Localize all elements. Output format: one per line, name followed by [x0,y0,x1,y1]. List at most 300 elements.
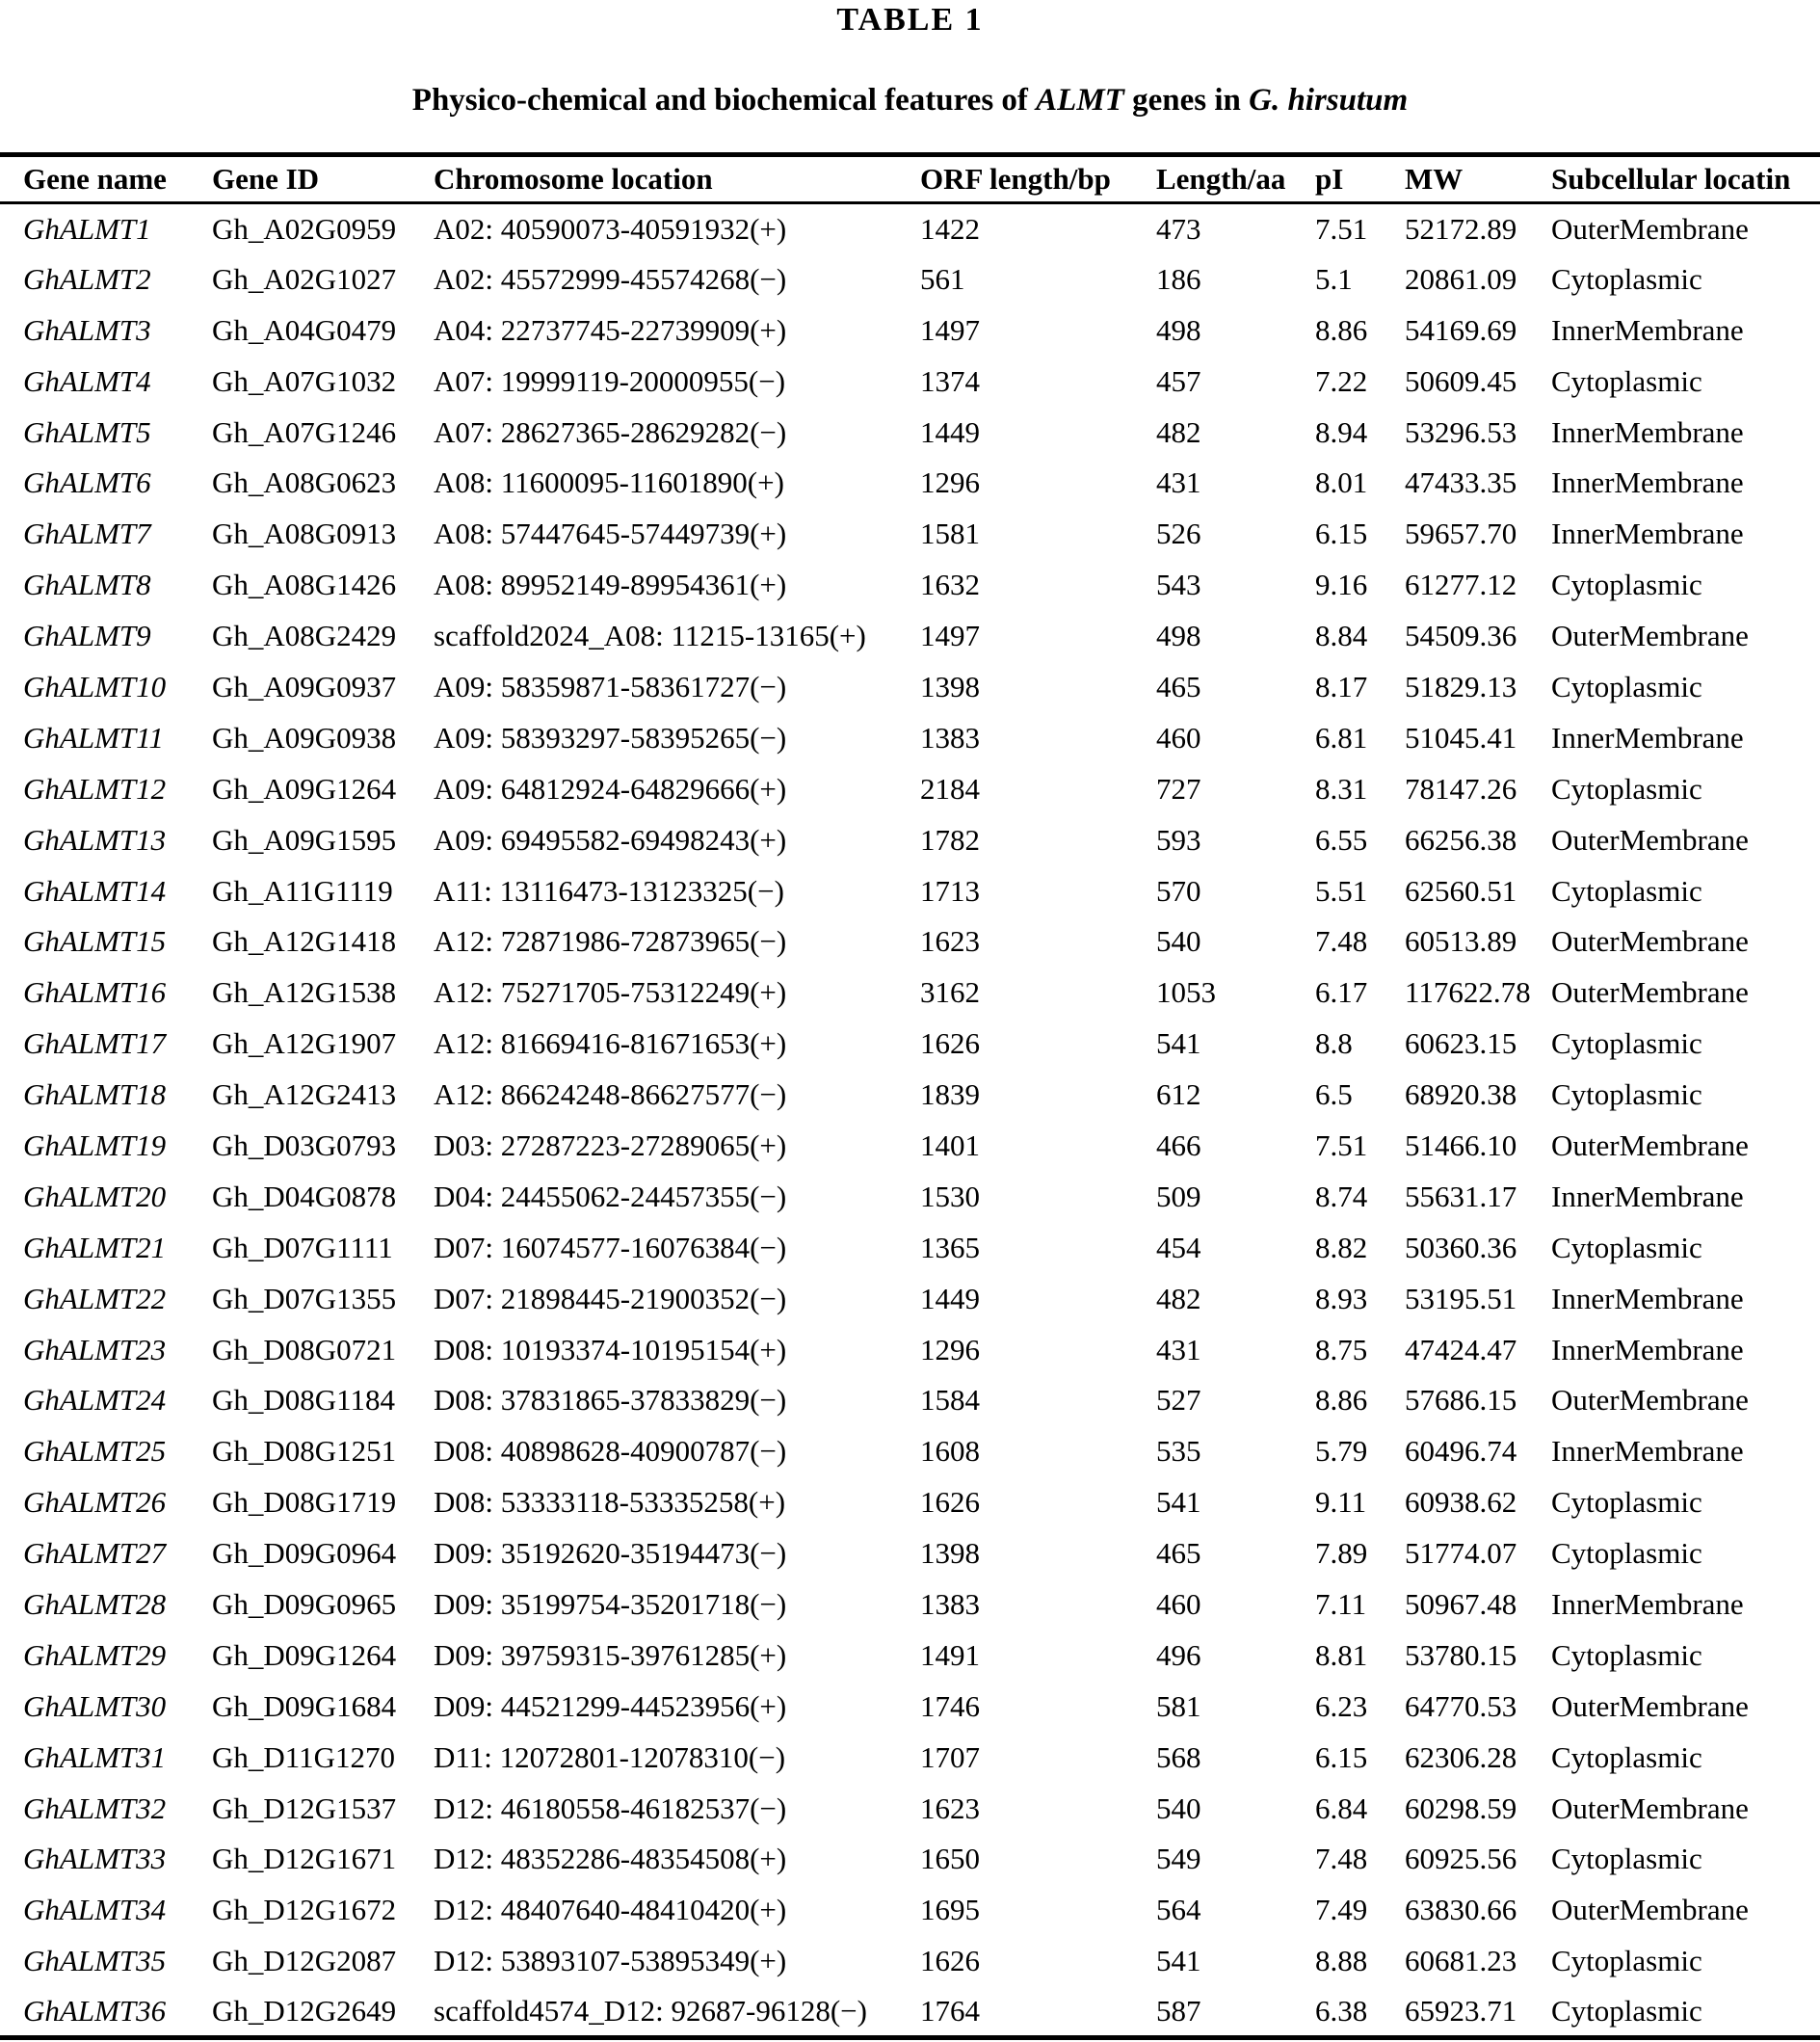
cell-gene-id: Gh_D12G1671 [212,1842,397,1876]
cell-length-aa: 482 [1156,1281,1201,1315]
cell-gene-id: Gh_D08G1184 [212,1383,396,1418]
cell-gene-name: GhALMT29 [23,1637,167,1672]
cell-pi: 8.86 [1315,1383,1368,1418]
cell-mw: 51045.41 [1405,720,1517,755]
cell-gene-name: GhALMT20 [23,1179,167,1213]
cell-pi: 6.17 [1315,975,1368,1010]
cell-pi: 8.82 [1315,1230,1368,1264]
cell-mw: 53296.53 [1405,414,1517,449]
cell-pi: 6.5 [1315,1077,1353,1112]
cell-orf-length-bp: 1632 [920,568,980,602]
cell-mw: 59657.70 [1405,517,1517,551]
cell-length-aa: 543 [1156,568,1201,602]
cell-mw: 62560.51 [1405,873,1517,908]
cell-gene-name: GhALMT27 [23,1536,167,1571]
cell-mw: 51466.10 [1405,1127,1517,1162]
cell-gene-name: GhALMT22 [23,1281,167,1315]
cell-subcellular-location: InnerMembrane [1551,465,1744,500]
cell-gene-name: GhALMT21 [23,1230,167,1264]
cell-gene-id: Gh_D03G0793 [212,1127,397,1162]
cell-mw: 60938.62 [1405,1485,1517,1520]
cell-length-aa: 431 [1156,465,1201,500]
cell-length-aa: 541 [1156,1485,1201,1520]
cell-gene-id: Gh_D12G2087 [212,1944,397,1978]
cell-gene-name: GhALMT30 [23,1688,167,1723]
cell-pi: 6.15 [1315,517,1368,551]
table-row [0,1477,1820,1528]
cell-mw: 117622.78 [1405,975,1531,1010]
table-row [0,611,1820,662]
cell-subcellular-location: InnerMembrane [1551,1332,1744,1366]
cell-subcellular-location: Cytoplasmic [1551,669,1702,703]
cell-orf-length-bp: 2184 [920,771,980,806]
cell-subcellular-location: InnerMembrane [1551,1179,1744,1213]
table-row [0,1936,1820,1987]
cell-length-aa: 727 [1156,771,1201,806]
cell-chromosome-location: D08: 40898628-40900787(−) [434,1434,787,1469]
cell-gene-name: GhALMT14 [23,873,167,908]
cell-gene-name: GhALMT9 [23,619,151,653]
cell-pi: 8.81 [1315,1637,1368,1672]
cell-length-aa: 568 [1156,1739,1201,1774]
cell-orf-length-bp: 1623 [920,1790,980,1825]
cell-gene-id: Gh_D08G1719 [212,1485,397,1520]
cell-gene-name: GhALMT12 [23,771,167,806]
cell-subcellular-location: Cytoplasmic [1551,1637,1702,1672]
cell-length-aa: 457 [1156,363,1201,398]
cell-gene-id: Gh_A09G1264 [212,771,397,806]
cell-pi: 6.84 [1315,1790,1368,1825]
cell-length-aa: 540 [1156,1790,1201,1825]
table-row [0,1681,1820,1732]
cell-mw: 60925.56 [1405,1842,1517,1876]
cell-mw: 62306.28 [1405,1739,1517,1774]
cell-gene-id: Gh_A02G1027 [212,261,397,296]
table-row [0,1324,1820,1375]
cell-mw: 60623.15 [1405,1026,1517,1061]
table-row [0,1579,1820,1631]
cell-mw: 65923.71 [1405,1993,1517,2028]
cell-orf-length-bp: 1626 [920,1944,980,1978]
cell-subcellular-location: Cytoplasmic [1551,1485,1702,1520]
cell-subcellular-location: Cytoplasmic [1551,1026,1702,1061]
cell-mw: 54509.36 [1405,619,1517,653]
almt-genes-table [0,152,1820,2040]
table-row [0,1987,1820,2038]
cell-mw: 52172.89 [1405,211,1517,246]
cell-gene-name: GhALMT34 [23,1893,167,1927]
cell-length-aa: 460 [1156,1586,1201,1621]
cell-pi: 7.51 [1315,211,1368,246]
table-title-gene-family: ALMT [1036,83,1124,118]
cell-gene-id: Gh_D12G1672 [212,1893,397,1927]
table-row [0,1222,1820,1273]
cell-subcellular-location: InnerMembrane [1551,1281,1744,1315]
cell-subcellular-location: InnerMembrane [1551,312,1744,347]
cell-subcellular-location: OuterMembrane [1551,211,1749,246]
cell-gene-name: GhALMT33 [23,1842,167,1876]
cell-gene-id: Gh_D09G1684 [212,1688,397,1723]
table-row [0,1019,1820,1070]
cell-length-aa: 431 [1156,1332,1201,1366]
cell-subcellular-location: Cytoplasmic [1551,1993,1702,2028]
cell-subcellular-location: OuterMembrane [1551,924,1749,959]
cell-gene-name: GhALMT35 [23,1944,167,1978]
cell-orf-length-bp: 1782 [920,822,980,857]
cell-length-aa: 466 [1156,1127,1201,1162]
cell-gene-name: GhALMT1 [23,211,151,246]
cell-chromosome-location: A08: 89952149-89954361(+) [434,568,787,602]
cell-subcellular-location: OuterMembrane [1551,1893,1749,1927]
cell-mw: 53780.15 [1405,1637,1517,1672]
cell-pi: 8.94 [1315,414,1368,449]
cell-gene-name: GhALMT10 [23,669,167,703]
cell-orf-length-bp: 3162 [920,975,980,1010]
cell-gene-id: Gh_A08G2429 [212,619,397,653]
cell-pi: 6.38 [1315,1993,1368,2028]
cell-gene-name: GhALMT31 [23,1739,167,1774]
cell-length-aa: 526 [1156,517,1201,551]
cell-chromosome-location: A09: 69495582-69498243(+) [434,822,787,857]
cell-chromosome-location: A11: 13116473-13123325(−) [434,873,784,908]
cell-orf-length-bp: 1581 [920,517,980,551]
table-row [0,1885,1820,1936]
cell-subcellular-location: OuterMembrane [1551,1383,1749,1418]
cell-subcellular-location: InnerMembrane [1551,517,1744,551]
cell-gene-name: GhALMT18 [23,1077,167,1112]
cell-gene-id: Gh_D12G1537 [212,1790,397,1825]
cell-orf-length-bp: 1497 [920,619,980,653]
table-row [0,458,1820,509]
cell-gene-name: GhALMT26 [23,1485,167,1520]
cell-chromosome-location: A04: 22737745-22739909(+) [434,312,787,347]
table-row [0,407,1820,458]
column-header-length-aa: Length/aa [1156,155,1315,203]
column-header-gene-id: Gene ID [212,155,434,203]
column-header-subcellular-location: Subcellular locatin [1551,155,1820,203]
table-row [0,1426,1820,1477]
cell-mw: 66256.38 [1405,822,1517,857]
cell-chromosome-location: scaffold4574_D12: 92687-96128(−) [434,1993,867,2028]
cell-pi: 9.16 [1315,568,1368,602]
table-row [0,1630,1820,1681]
cell-gene-id: Gh_D09G1264 [212,1637,397,1672]
cell-subcellular-location: Cytoplasmic [1551,1077,1702,1112]
cell-mw: 50967.48 [1405,1586,1517,1621]
table-title-prefix: Physico-chemical and biochemical features of [411,83,1037,118]
cell-subcellular-location: InnerMembrane [1551,720,1744,755]
cell-pi: 8.8 [1315,1026,1353,1061]
cell-chromosome-location: A09: 64812924-64829666(+) [434,771,787,806]
table-header [0,155,1820,203]
cell-length-aa: 186 [1156,261,1201,296]
cell-pi: 6.81 [1315,720,1368,755]
cell-subcellular-location: Cytoplasmic [1551,568,1702,602]
column-header-pi: pI [1315,155,1405,203]
cell-length-aa: 460 [1156,720,1201,755]
cell-chromosome-location: D09: 39759315-39761285(+) [434,1637,787,1672]
cell-pi: 5.79 [1315,1434,1368,1469]
table-label: TABLE 1 [836,2,984,38]
cell-orf-length-bp: 1398 [920,669,980,703]
cell-gene-name: GhALMT7 [23,517,151,551]
cell-subcellular-location: OuterMembrane [1551,975,1749,1010]
cell-orf-length-bp: 1449 [920,414,980,449]
cell-mw: 53195.51 [1405,1281,1517,1315]
cell-gene-name: GhALMT2 [23,261,151,296]
table-title-species: G. hirsutum [1249,83,1409,118]
cell-mw: 61277.12 [1405,568,1517,602]
cell-length-aa: 587 [1156,1993,1201,2028]
cell-length-aa: 498 [1156,619,1201,653]
cell-orf-length-bp: 1713 [920,873,980,908]
cell-gene-name: GhALMT16 [23,975,167,1010]
cell-pi: 7.22 [1315,363,1368,398]
table-row [0,509,1820,560]
column-header-orf-length-bp: ORF length/bp [920,155,1156,203]
table-row [0,1121,1820,1172]
cell-pi: 8.01 [1315,465,1368,500]
cell-mw: 20861.09 [1405,261,1517,296]
cell-mw: 60513.89 [1405,924,1517,959]
cell-subcellular-location: Cytoplasmic [1551,1842,1702,1876]
cell-chromosome-location: A08: 11600095-11601890(+) [434,465,784,500]
cell-chromosome-location: D11: 12072801-12078310(−) [434,1739,786,1774]
table-row [0,916,1820,968]
cell-chromosome-location: A02: 45572999-45574268(−) [434,261,787,296]
cell-gene-id: Gh_A11G1119 [212,873,393,908]
cell-pi: 8.17 [1315,669,1368,703]
cell-pi: 7.48 [1315,924,1368,959]
cell-pi: 8.84 [1315,619,1368,653]
cell-chromosome-location: D04: 24455062-24457355(−) [434,1179,787,1213]
cell-subcellular-location: InnerMembrane [1551,414,1744,449]
cell-gene-id: Gh_A09G0938 [212,720,397,755]
cell-pi: 6.23 [1315,1688,1368,1723]
cell-length-aa: 540 [1156,924,1201,959]
cell-mw: 50360.36 [1405,1230,1517,1264]
cell-gene-id: Gh_D11G1270 [212,1739,396,1774]
cell-orf-length-bp: 1374 [920,363,980,398]
cell-orf-length-bp: 1707 [920,1739,980,1774]
cell-gene-id: Gh_D04G0878 [212,1179,397,1213]
cell-gene-name: GhALMT36 [23,1993,167,2028]
cell-orf-length-bp: 1401 [920,1127,980,1162]
table-row [0,203,1820,254]
cell-subcellular-location: Cytoplasmic [1551,873,1702,908]
cell-gene-id: Gh_D07G1355 [212,1281,397,1315]
cell-mw: 78147.26 [1405,771,1517,806]
cell-mw: 54169.69 [1405,312,1517,347]
cell-gene-name: GhALMT8 [23,568,151,602]
cell-chromosome-location: A09: 58359871-58361727(−) [434,669,787,703]
cell-mw: 51774.07 [1405,1536,1517,1571]
cell-gene-id: Gh_A07G1246 [212,414,397,449]
cell-subcellular-location: Cytoplasmic [1551,1230,1702,1264]
cell-chromosome-location: D07: 16074577-16076384(−) [434,1230,787,1264]
cell-mw: 60298.59 [1405,1790,1517,1825]
cell-orf-length-bp: 561 [920,261,965,296]
cell-length-aa: 612 [1156,1077,1201,1112]
cell-length-aa: 581 [1156,1688,1201,1723]
cell-subcellular-location: InnerMembrane [1551,1586,1744,1621]
cell-mw: 47424.47 [1405,1332,1517,1366]
cell-gene-name: GhALMT28 [23,1586,167,1621]
cell-length-aa: 527 [1156,1383,1201,1418]
cell-gene-name: GhALMT15 [23,924,167,959]
table-row [0,763,1820,814]
cell-orf-length-bp: 1296 [920,465,980,500]
cell-mw: 51829.13 [1405,669,1517,703]
cell-gene-id: Gh_D09G0965 [212,1586,397,1621]
cell-pi: 6.15 [1315,1739,1368,1774]
cell-chromosome-location: D09: 44521299-44523956(+) [434,1688,787,1723]
table-row [0,1528,1820,1579]
cell-chromosome-location: A12: 75271705-75312249(+) [434,975,787,1010]
table-row [0,1783,1820,1834]
cell-pi: 5.51 [1315,873,1368,908]
table-row [0,1273,1820,1324]
cell-mw: 60496.74 [1405,1434,1517,1469]
cell-orf-length-bp: 1530 [920,1179,980,1213]
table-row [0,1375,1820,1426]
cell-gene-id: Gh_A08G0913 [212,517,397,551]
cell-gene-id: Gh_A12G1907 [212,1026,397,1061]
table-row [0,662,1820,713]
cell-subcellular-location: Cytoplasmic [1551,1944,1702,1978]
cell-orf-length-bp: 1584 [920,1383,980,1418]
cell-chromosome-location: scaffold2024_A08: 11215-13165(+) [434,619,866,653]
cell-pi: 8.93 [1315,1281,1368,1315]
cell-chromosome-location: D12: 48352286-48354508(+) [434,1842,787,1876]
column-header-chromosome-location: Chromosome location [434,155,920,203]
cell-chromosome-location: D08: 37831865-37833829(−) [434,1383,787,1418]
table-body [0,203,1820,2038]
table-title [0,83,1820,119]
cell-length-aa: 496 [1156,1637,1201,1672]
cell-gene-id: Gh_D08G1251 [212,1434,397,1469]
cell-gene-id: Gh_D09G0964 [212,1536,397,1571]
cell-gene-id: Gh_A07G1032 [212,363,397,398]
table-row [0,814,1820,865]
cell-orf-length-bp: 1449 [920,1281,980,1315]
cell-subcellular-location: Cytoplasmic [1551,261,1702,296]
table-row [0,1171,1820,1222]
cell-orf-length-bp: 1626 [920,1485,980,1520]
cell-pi: 8.88 [1315,1944,1368,1978]
table-row [0,968,1820,1019]
cell-gene-id: Gh_D12G2649 [212,1993,397,2028]
cell-gene-name: GhALMT11 [23,720,164,755]
cell-chromosome-location: A12: 72871986-72873965(−) [434,924,787,959]
cell-pi: 8.31 [1315,771,1368,806]
cell-gene-name: GhALMT19 [23,1127,167,1162]
cell-gene-name: GhALMT17 [23,1026,167,1061]
cell-orf-length-bp: 1764 [920,1993,980,2028]
cell-orf-length-bp: 1746 [920,1688,980,1723]
cell-length-aa: 498 [1156,312,1201,347]
cell-orf-length-bp: 1398 [920,1536,980,1571]
cell-subcellular-location: OuterMembrane [1551,1127,1749,1162]
cell-orf-length-bp: 1365 [920,1230,980,1264]
cell-length-aa: 535 [1156,1434,1201,1469]
cell-chromosome-location: D08: 53333118-53335258(+) [434,1485,786,1520]
cell-subcellular-location: Cytoplasmic [1551,771,1702,806]
table-row [0,1834,1820,1885]
cell-gene-id: Gh_A04G0479 [212,312,397,347]
cell-chromosome-location: A12: 81669416-81671653(+) [434,1026,787,1061]
cell-chromosome-location: D09: 35192620-35194473(−) [434,1536,787,1571]
cell-mw: 60681.23 [1405,1944,1517,1978]
table-title-middle: genes in [1123,83,1250,118]
cell-chromosome-location: A02: 40590073-40591932(+) [434,211,787,246]
cell-mw: 68920.38 [1405,1077,1517,1112]
cell-length-aa: 482 [1156,414,1201,449]
table-row [0,253,1820,305]
cell-length-aa: 509 [1156,1179,1201,1213]
cell-chromosome-location: D12: 46180558-46182537(−) [434,1790,787,1825]
cell-orf-length-bp: 1383 [920,720,980,755]
cell-orf-length-bp: 1497 [920,312,980,347]
cell-orf-length-bp: 1422 [920,211,980,246]
cell-pi: 9.11 [1315,1485,1367,1520]
cell-pi: 7.11 [1315,1586,1367,1621]
cell-length-aa: 570 [1156,873,1201,908]
cell-chromosome-location: D09: 35199754-35201718(−) [434,1586,787,1621]
cell-orf-length-bp: 1623 [920,924,980,959]
cell-orf-length-bp: 1839 [920,1077,980,1112]
cell-mw: 63830.66 [1405,1893,1517,1927]
cell-chromosome-location: A12: 86624248-86627577(−) [434,1077,787,1112]
cell-orf-length-bp: 1650 [920,1842,980,1876]
cell-subcellular-location: InnerMembrane [1551,1434,1744,1469]
cell-gene-id: Gh_A12G1418 [212,924,397,959]
table-header-row [0,155,1820,203]
cell-gene-id: Gh_D08G0721 [212,1332,397,1366]
cell-gene-name: GhALMT13 [23,822,167,857]
cell-subcellular-location: Cytoplasmic [1551,1739,1702,1774]
table-row [0,305,1820,356]
cell-subcellular-location: OuterMembrane [1551,822,1749,857]
cell-gene-name: GhALMT5 [23,414,151,449]
cell-length-aa: 465 [1156,1536,1201,1571]
cell-chromosome-location: D12: 53893107-53895349(+) [434,1944,787,1978]
cell-length-aa: 473 [1156,211,1201,246]
cell-pi: 7.48 [1315,1842,1368,1876]
table-row [0,560,1820,611]
cell-pi: 8.86 [1315,312,1368,347]
cell-length-aa: 454 [1156,1230,1201,1264]
column-header-gene-name: Gene name [0,155,212,203]
cell-gene-id: Gh_A09G0937 [212,669,397,703]
table-row [0,712,1820,763]
cell-chromosome-location: A07: 19999119-20000955(−) [434,363,786,398]
cell-length-aa: 564 [1156,1893,1201,1927]
cell-gene-name: GhALMT6 [23,465,151,500]
cell-chromosome-location: D08: 10193374-10195154(+) [434,1332,787,1366]
cell-mw: 64770.53 [1405,1688,1517,1723]
cell-gene-name: GhALMT23 [23,1332,167,1366]
cell-length-aa: 1053 [1156,975,1216,1010]
cell-orf-length-bp: 1626 [920,1026,980,1061]
cell-subcellular-location: Cytoplasmic [1551,1536,1702,1571]
cell-gene-id: Gh_A12G1538 [212,975,397,1010]
cell-pi: 7.89 [1315,1536,1368,1571]
cell-gene-name: GhALMT24 [23,1383,167,1418]
cell-subcellular-location: Cytoplasmic [1551,363,1702,398]
cell-mw: 50609.45 [1405,363,1517,398]
cell-mw: 57686.15 [1405,1383,1517,1418]
